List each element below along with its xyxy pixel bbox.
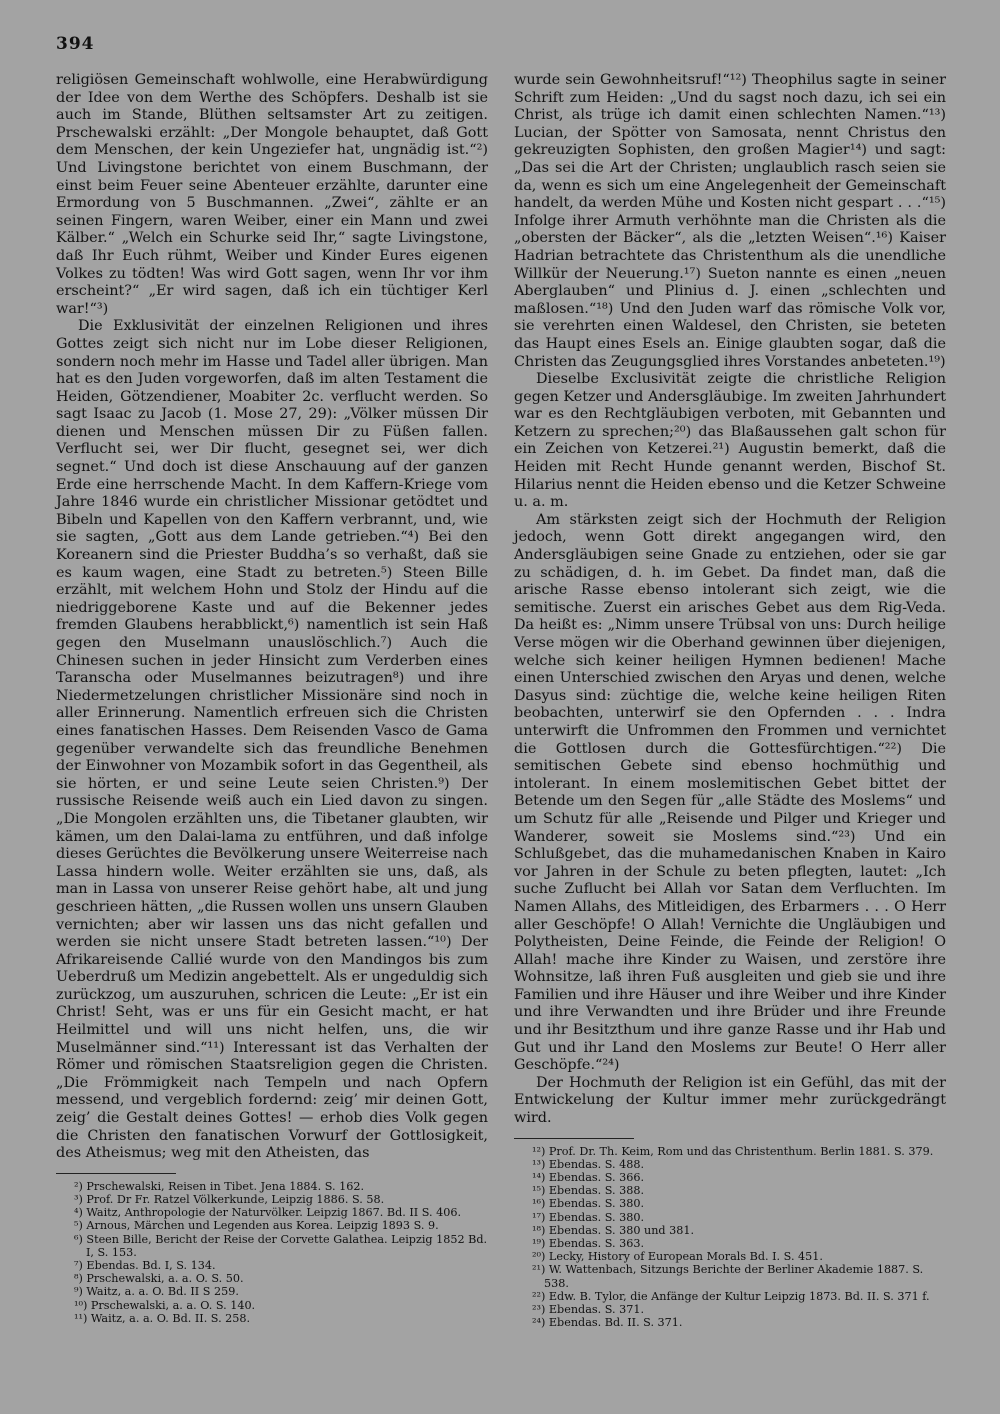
paragraph: Der Hochmuth der Religion ist ein Gefühl, das mit der Entwickelung der Kultur immer mehr zurückgedrängt wird. [514,1074,946,1127]
footnote: ²⁴) Ebendas. Bd. II. S. 371. [532,1316,683,1330]
footnote: ⁵) Arnous, Märchen und Legenden aus Korea. Leipzig 1893 S. 9. [74,1219,439,1233]
footnote: ¹⁵) Ebendas. S. 388. [532,1184,645,1198]
footnote: ⁷) Ebendas. Bd. I, S. 134. [74,1259,216,1273]
footnote: ²²) Edw. B. Tylor, die Anfänge der Kultur Leipzig 1873. Bd. II. S. 371 f. [532,1289,930,1303]
footnote: ⁹) Waitz, a. a. O. Bd. II S 259. [74,1285,239,1299]
paragraph: wurde sein Gewohnheitsruf!“¹²) Theophilus sagte in seiner Schrift zum Heiden: „Und du sagst noch dazu, ich sei ein Christ, als trüge ich damit einen schlechten Namen.“¹³) Lucian, der Spötter von Samosata, nennt Christus den gekreuzigten Sophisten, den großen Magier¹⁴) und sagt: „Das sei die Art der Christen; unglaublich rasch seien sie da, wenn es sich um eine Angelegenheit der Gemeinschaft handelt, da werden Mühe und Kosten nicht gespart . . .“¹⁵) Infolge ihrer Armuth verhöhnte man die Christen als die „obersten der Bäcker“, als die „letzten Weisen“.¹⁶) Kaiser Hadrian betrachtete das Christenthum als die unendliche Willkür der Neuerung.¹⁷) Sueton nannte es einen „neuen Aberglauben“ und Plinius d. J. einen „schlechten und maßlosen.“¹⁸) Und den Juden warf das römische Volk vor, sie verehrten einen Waldesel, den Christen, sie beteten das Haupt eines Esels an. Einige glaubten sogar, daß die Christen das Zeugungsglied ihres Vorstandes anbeteten.¹⁹) [514,72,946,370]
left-body [56,72,488,1163]
footnote: ²⁰) Lecky, History of European Morals Bd. I. S. 451. [532,1250,823,1264]
footnote: ¹²) Prof. Dr. Th. Keim, Rom und das Christenthum. Berlin 1881. S. 379. [532,1144,934,1158]
footnote: ¹⁰) Prschewalski, a. a. O. S. 140. [74,1298,256,1312]
footnote: ²¹) W. Wattenbach, Sitzungs Berichte der Berliner Akademie 1887. S. 538. [532,1263,924,1290]
left-column [56,72,488,1325]
footnote: ⁸) Prschewalski, a. a. O. S. 50. [74,1272,244,1286]
footnote: ²) Prschewalski, Reisen in Tibet. Jena 1884. S. 162. [74,1179,365,1193]
footnote: ¹⁸) Ebendas. S. 380 und 381. [532,1223,695,1237]
right-column [514,72,946,1329]
paragraph: religiösen Gemeinschaft wohlwolle, eine Herabwürdigung der Idee von dem Werthe des Schöpfers. Deshalb ist sie auch im Stande, Blüthen seltsamster Art zu zeitigen. Prschewalski erzählt: „Der Mongole behauptet, daß Gott dem Menschen, der kein Ungeziefer hat, ungnädig ist.“²) Und Livingstone berichtet von einem Buschmann, der einst beim Feuer seine Abenteuer erzählte, darunter eine Ermordung von 5 Buschmannen. „Zwei“, zählte er an seinen Fingern, waren Weiber, einer ein Mann und zwei Kälber.“ „Welch ein Schurke seid Ihr,“ sagte Livingstone, daß Ihr Euch rühmt, Weiber und Kinder Eures eigenen Volkes zu tödten! Was wird Gott sagen, wenn Ihr vor ihm erscheint?“ „Er wird sagen, daß ich ein tüchtiger Kerl war!“³) [56,72,488,317]
footnote: ¹⁷) Ebendas. S. 380. [532,1210,645,1224]
footnote-divider [514,1138,634,1139]
footnote: ⁶) Steen Bille, Bericht der Reise der Corvette Galathea. Leipzig 1852 Bd. I, S. 153. [74,1232,488,1259]
footnote: ³) Prof. Dr Fr. Ratzel Völkerkunde, Leipzig 1886. S. 58. [74,1193,385,1207]
footnote: ¹⁴) Ebendas. S. 366. [532,1171,645,1185]
footnote: ¹¹) Waitz, a. a. O. Bd. II. S. 258. [74,1311,251,1325]
footnote: ²³) Ebendas. S. 371. [532,1303,645,1317]
paragraph: Dieselbe Exclusivität zeigte die christliche Religion gegen Ketzer und Andersgläubige. Im zweiten Jahrhundert war es den Rechtgläubigen verboten, mit Gebannten und Ketzern zu sprechen;²⁰) das Blaßaussehen galt schon für ein Zeichen von Ketzerei.²¹) Augustin bemerkt, daß die Heiden mit Recht Hunde genannt werden, Bischof St. Hilarius nennt die Heiden ebenso und die Ketzer Schweine u. a. m. [514,371,946,511]
footnote-divider [56,1173,176,1174]
footnote: ⁴) Waitz, Anthropologie der Naturvölker. Leipzig 1867. Bd. II S. 406. [74,1206,462,1220]
paragraph: Die Exklusivität der einzelnen Religionen und ihres Gottes zeigt sich nicht nur im Lobe dieser Religionen, sondern noch mehr im Hasse und Tadel aller übrigen. Man hat es den Juden vorgeworfen, daß im alten Testament die Heiden, Götzendiener, Moabiter 2c. verflucht werden. So sagt Isaac zu Jacob (1. Mose 27, 29): „Völker müssen Dir dienen und Menschen müssen Dir zu Füßen fallen. Verflucht sei, wer Dir flucht, gesegnet sei, wer dich segnet.“ Und doch ist diese Anschauung auf der ganzen Erde eine herrschende Macht. In dem Kaffern-Kriege vom Jahre 1846 wurde ein christlicher Missionar getödtet und Bibeln und Kapellen von den Kaffern verbrannt, und, wie sie sagten, „Gott aus dem Lande getrieben.“⁴) Bei den Koreanern sind die Priester Buddha’s so verhaßt, daß sie es kaum wagen, eine Stadt zu betreten.⁵) Steen Bille erzählt, mit welchem Hohn und Stolz der Hindu auf die niedriggeborene Kaste und auf die Bekenner jedes fremden Glaubens herabblickt,⁶) namentlich ist sein Haß gegen den Muselmann unauslöschlich.⁷) Auch die Chinesen suchen in jeder Hinsicht zum Verderben eines Taranscha oder Muselmannes beizutragen⁸) und ihre Niedermetzelungen christlicher Missionäre sind noch in aller Erinnerung. Namentlich erfreuen sich die Christen eines fanatischen Hasses. Dem Reisenden Vasco de Gama gegenüber verwandelte sich das freundliche Benehmen der Einwohner von Mozambik sofort in das Gegentheil, als sie hörten, er und seine Leute seien Christen.⁹) Der russische Reisende weiß auch ein Lied davon zu singen. „Die Mongolen erzählten uns, die Tibetaner glaubten, wir kämen, um den Dalai-lama zu entführen, und daß infolge dieses Gerüchtes die Bevölkerung unsere Weiterreise nach Lassa hindern wolle. Weiter erzählten sie uns, daß, als man in Lassa von unserer Reise gehört habe, alt und jung geschrieen hätten, „die Russen wollen uns unsern Glauben vernichten; aber wir lassen uns das nicht gefallen und werden sie nicht unsere Stadt betreten lassen.“¹⁰) Der Afrikareisende Callié wurde von den Mandingos bis zum Ueberdruß um Medizin angebettelt. Als er ungeduldig sich zurückzog, um auszuruhen, schricen die Leute: „Er ist ein Christ! Seht, was er uns für ein Gesicht macht, er hat Heilmittel und will uns nicht helfen, uns, die wir Muselmänner sind.“¹¹) Interessant ist das Verhalten der Römer und römischen Staatsreligion gegen die Christen. „Die Frömmigkeit nach Tempeln und nach Opfern messend, und vergeblich fordernd: zeig’ mir deinen Gott, zeig’ die Gestalt deines Gottes! — erhob dies Volk gegen die Christen den fanatischen Vorwurf der Gottlosigkeit, des Atheismus; weg mit den Atheisten, das [56,318,488,1162]
page-number: 394 [56,34,95,54]
footnote: ¹³) Ebendas. S. 488. [532,1157,645,1171]
paragraph: Am stärksten zeigt sich der Hochmuth der Religion jedoch, wenn Gott direkt angegangen wird, den Andersgläubigen seine Gnade zu entziehen, oder sie gar zu schädigen, d. h. im Gebet. Da findet man, daß die arische Rasse ebenso intolerant sich zeigt, wie die semitische. Zuerst ein arisches Gebet aus dem Rig-Veda. Da heißt es: „Nimm unsere Trübsal von uns: Durch heilige Verse mögen wir die Oberhand gewinnen über diejenigen, welche sich keiner heiligen Hymnen bedienen! Mache einen Unterschied zwischen den Aryas und denen, welche Dasyus sind: züchtige die, welche keine heiligen Riten beobachten, unterwirf sie den Opfernden . . . Indra unterwirft die Unfrommen den Frommen und vernichtet die Gottlosen durch die Gottesfürchtigen.“²²) Die semitischen Gebete sind ebenso hochmüthig und intolerant. In einem moslemitischen Gebet bittet der Betende um den Segen für „alle Städte des Moslems“ und um Schutz für alle „Reisende und Pilger und Krieger und Wanderer, soweit sie Moslems sind.“²³) Und ein Schlußgebet, das die muhamedanischen Knaben in Kairo vor Jahren in der Schule zu beten pflegten, lautet: „Ich suche Zuflucht bei Allah vor Satan dem Verfluchten. Im Namen Allahs, des Mitleidigen, des Erbarmers . . . O Herr aller Geschöpfe! O Allah! Vernichte die Ungläubigen und Polytheisten, Deine Feinde, die Feinde der Religion! O Allah! mache ihre Kinder zu Waisen, und zerstöre ihre Wohnsitze, laß ihren Fuß ausgleiten und gieb sie und ihre Familien und ihre Häuser und ihre Weiber und ihre Kinder und ihre Verwandten und ihre Brüder und ihre Freunde und ihr Besitzthum und ihre ganze Rasse und ihr Hab und Gut und ihr Land den Moslems zur Beute! O Herr aller Geschöpfe.“²⁴) [514,511,946,1074]
footnote: ¹⁶) Ebendas. S. 380. [532,1197,645,1211]
right-footnotes [514,1145,946,1330]
right-body [514,72,946,1128]
left-footnotes [56,1180,488,1325]
footnote: ¹⁹) Ebendas. S. 363. [532,1237,645,1251]
